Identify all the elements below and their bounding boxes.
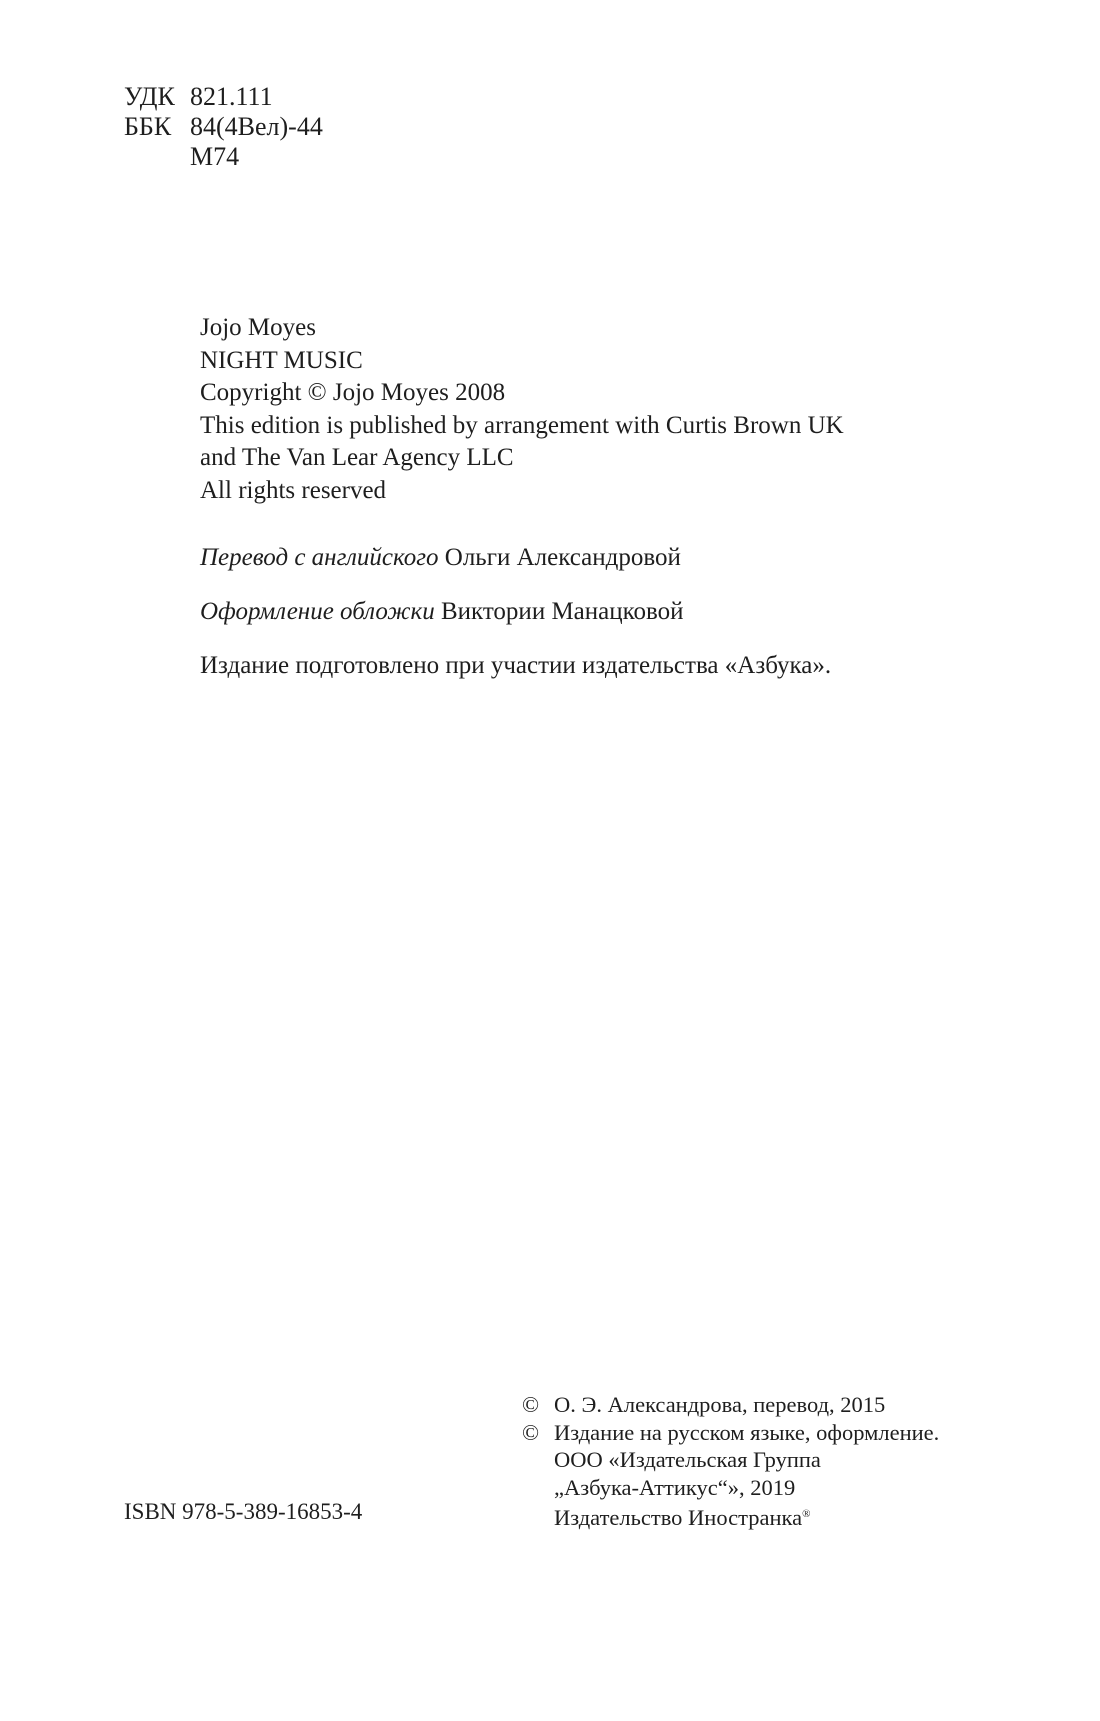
- udk-label: УДК: [124, 82, 175, 111]
- bbk-value: 84(4Вел)-44: [190, 112, 323, 141]
- original-copyright: Copyright © Jojo Moyes 2008: [200, 379, 506, 406]
- rights-reserved: All rights reserved: [200, 476, 387, 504]
- original-author: Jojo Moyes: [200, 314, 316, 341]
- registered-trademark-icon: ®: [802, 1508, 811, 1520]
- translator-name: Ольги Александровой: [444, 544, 681, 571]
- copyright-icon: ©: [522, 1392, 540, 1417]
- copyright-line: ООО «Издательская Группа: [554, 1447, 821, 1472]
- copyright-block: [522, 1391, 939, 1532]
- copyright-line: „Азбука-Аттикус“», 2019: [554, 1474, 796, 1500]
- author-mark: М74: [190, 142, 240, 171]
- participation-note: Издание подготовлено при участии издательства «Азбука».: [200, 652, 832, 679]
- publisher-name: Издательство Иностранка: [554, 1505, 803, 1530]
- cover-designer-name: Виктории Манацковой: [440, 598, 684, 625]
- arrangement-line-2: and The Van Lear Agency LLC: [200, 444, 514, 471]
- original-title: NIGHT MUSIC: [200, 346, 363, 374]
- bbk-line: [124, 112, 323, 142]
- translation-label: Перевод с английского: [200, 544, 439, 571]
- author-mark-line: [124, 142, 323, 172]
- copyright-line: © Издание на русском языке, оформление.: [522, 1419, 940, 1445]
- arrangement-line-1: This edition is published by arrangement with Curtis Brown UK: [200, 411, 844, 439]
- copyright-line: © О. Э. Александрова, перевод, 2015: [522, 1392, 886, 1417]
- cover-credit: [200, 597, 831, 627]
- udk-line: [124, 82, 323, 112]
- original-edition-block: [200, 312, 844, 507]
- translation-credit: [200, 543, 831, 573]
- copyright-icon: ©: [522, 1419, 540, 1445]
- bbk-label: ББК: [124, 112, 172, 141]
- classification-block: [124, 82, 323, 172]
- udk-value: 821.111: [190, 82, 273, 111]
- cover-label: Оформление обложки: [200, 598, 435, 625]
- credits-block: [200, 543, 831, 705]
- isbn: ISBN 978-5-389-16853-4: [124, 1499, 363, 1524]
- copyright-line: [522, 1501, 939, 1532]
